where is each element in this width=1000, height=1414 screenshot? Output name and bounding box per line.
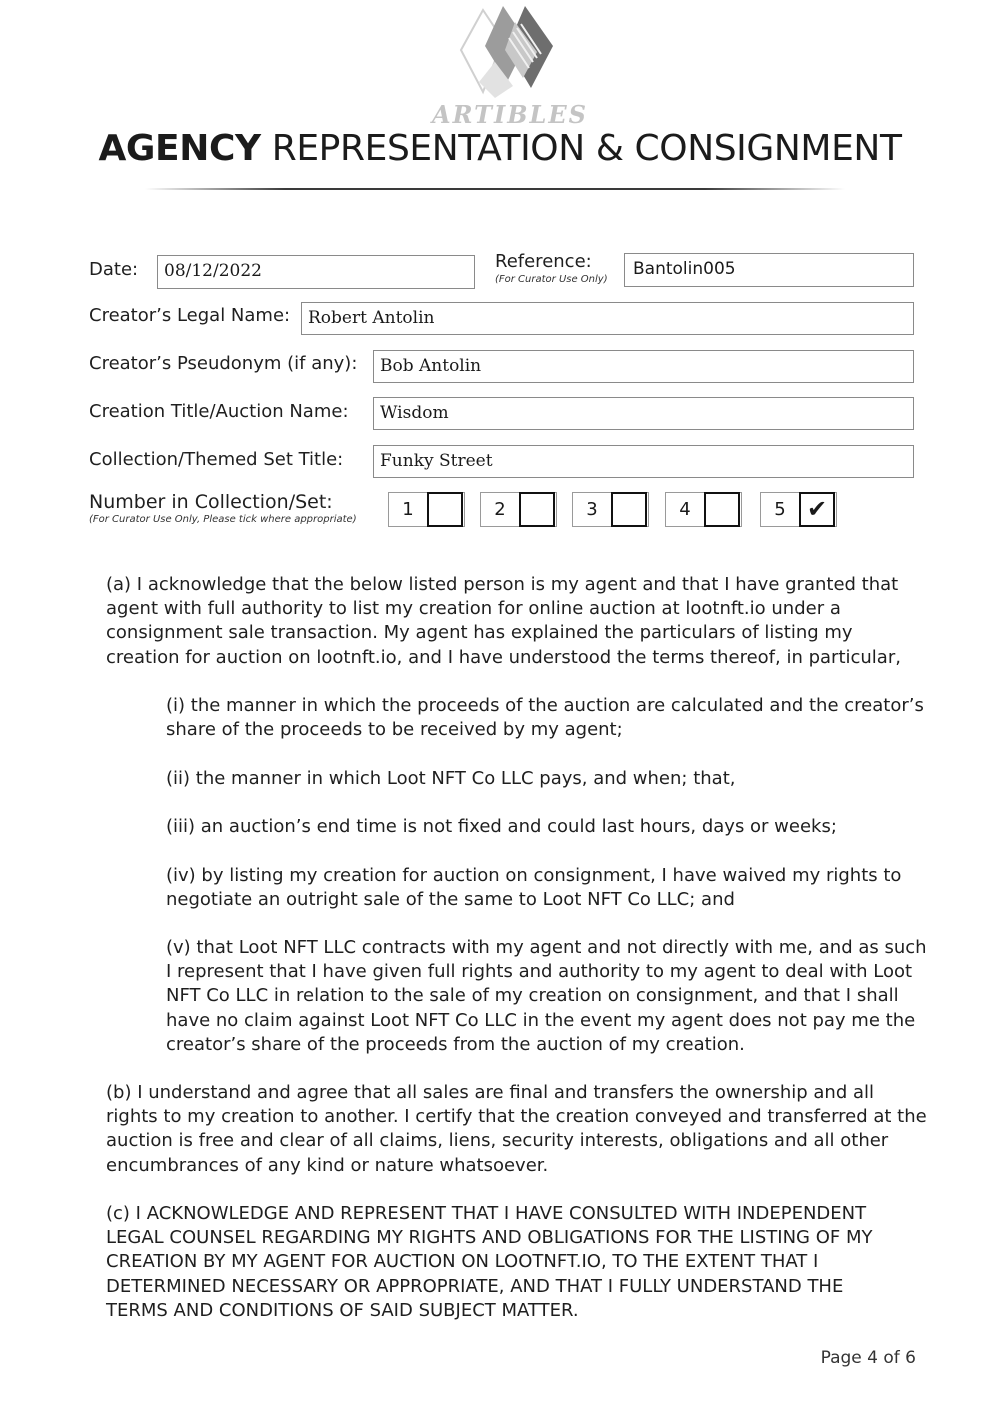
number-option-3[interactable] <box>572 492 649 527</box>
checkbox[interactable] <box>427 492 463 527</box>
number-option-4[interactable] <box>665 492 742 527</box>
clause-a: (a) I acknowledge that the below listed person is my agent and that I have granted that agent with full authority to list my creation for online auction at lootnft.io under a consignment sale transaction. My agent has explained the particulars of listing my creation for auction on lootnft.io, and I have understood the terms thereof, in particular, <box>106 574 901 668</box>
clause-a-iii: (iii) an auction’s end time is not fixed and could last hours, days or weeks; <box>166 816 837 837</box>
number-note: (For Curator Use Only, Please tick where appropriate) <box>89 514 357 525</box>
reference-field[interactable]: Bantolin005 <box>624 253 914 287</box>
date-label: Date: <box>89 259 139 280</box>
reference-note: (For Curator Use Only) <box>495 274 608 285</box>
title-bold: AGENCY <box>98 128 261 169</box>
pseudonym-label: Creator’s Pseudonym (if any): <box>89 353 358 374</box>
number-option-label: 3 <box>586 499 598 520</box>
document-title <box>0 128 1000 169</box>
checkbox[interactable] <box>519 492 555 527</box>
checkbox-checked[interactable]: ✔ <box>799 492 835 527</box>
clause-a-ii: (ii) the manner in which Loot NFT Co LLC pays, and when; that, <box>166 768 736 789</box>
title-rest: REPRESENTATION & CONSIGNMENT <box>260 128 902 169</box>
legal-name-label: Creator’s Legal Name: <box>89 305 291 326</box>
page-number: Page 4 of 6 <box>820 1348 916 1368</box>
number-option-5[interactable] <box>760 492 837 527</box>
number-option-2[interactable] <box>480 492 557 527</box>
number-option-label: 2 <box>494 499 506 520</box>
clause-a-iv: (iv) by listing my creation for auction on consignment, I have waived my rights to negotiate an outright sale of the same to Loot NFT Co LLC; and <box>166 865 902 911</box>
creation-title-label: Creation Title/Auction Name: <box>89 401 349 422</box>
number-option-label: 1 <box>402 499 414 520</box>
number-option-label: 4 <box>679 499 691 520</box>
clause-c: (c) I ACKNOWLEDGE AND REPRESENT THAT I HAVE CONSULTED WITH INDEPENDENT LEGAL COUNSEL REGARDING MY RIGHTS AND OBLIGATIONS FOR THE LISTING OF MY CREATION BY MY AGENT FOR AUCTION ON LOOTNFT.IO, TO THE EXTENT THAT I DETERMINED NECESSARY OR APPROPRIATE, AND THAT I FULLY UNDERSTAND THE TERMS AND CONDITIONS OF SAID SUBJECT MATTER. <box>106 1203 873 1321</box>
collection-label: Collection/Themed Set Title: <box>89 449 344 470</box>
title-divider <box>145 188 845 190</box>
number-option-1[interactable] <box>388 492 465 527</box>
number-option-label: 5 <box>774 499 786 520</box>
clause-b: (b) I understand and agree that all sales are final and transfers the ownership and all rights to my creation to another. I certify that the creation conveyed and transferred at the auction is free and clear of all claims, liens, security interests, obligations and all other encumbrances of any kind or nature whatsoever. <box>106 1082 927 1176</box>
checkbox[interactable] <box>704 492 740 527</box>
pseudonym-field[interactable]: Bob Antolin <box>373 350 914 383</box>
clause-a-v: (v) that Loot NFT LLC contracts with my agent and not directly with me, and as such I represent that I have given full rights and authority to my agent to deal with Loot NFT Co LLC in relation to the sale of my creation on consignment, and that I shall have no claim against Loot NFT Co LLC in the event my agent does not pay me the creator’s share of the proceeds from the auction of my creation. <box>166 937 927 1055</box>
clause-a-i: (i) the manner in which the proceeds of the auction are calculated and the creator’s share of the proceeds to be received by my agent; <box>166 695 924 741</box>
brand-wordmark: ARTIBLES <box>431 100 588 129</box>
collection-field[interactable]: Funky Street <box>373 445 914 478</box>
reference-label: Reference: <box>495 251 592 272</box>
legal-name-field[interactable]: Robert Antolin <box>301 302 914 335</box>
date-field[interactable]: 08/12/2022 <box>157 255 475 289</box>
creation-title-field[interactable]: Wisdom <box>373 397 914 430</box>
number-label: Number in Collection/Set: <box>89 491 333 513</box>
artibles-logo <box>455 2 565 102</box>
checkbox[interactable] <box>611 492 647 527</box>
